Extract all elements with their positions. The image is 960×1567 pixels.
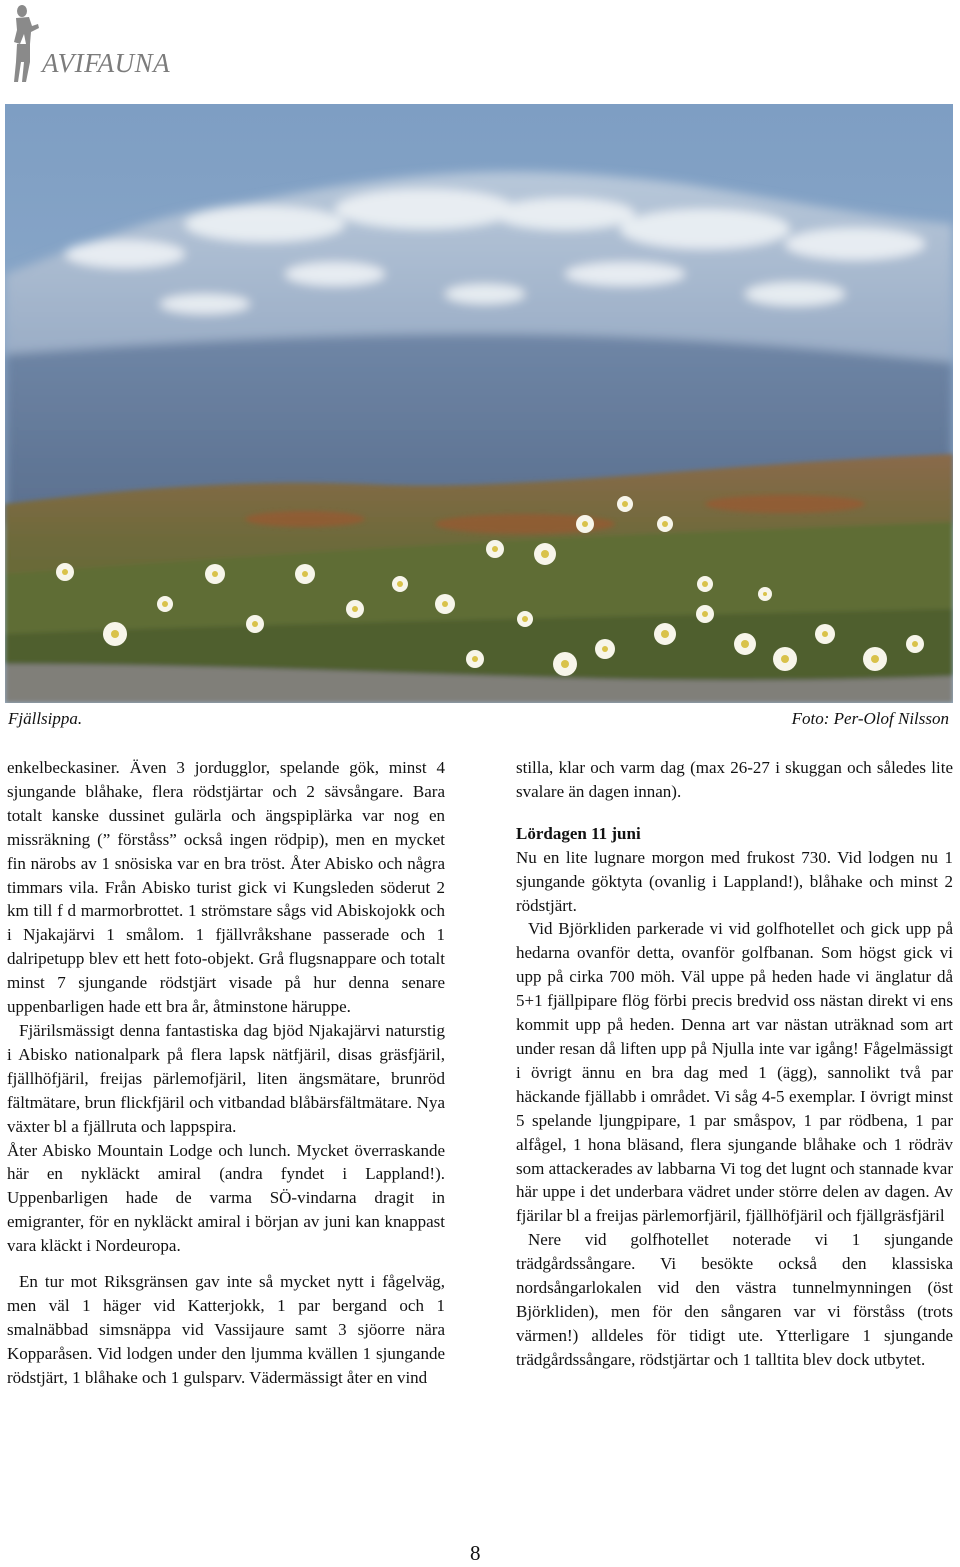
paragraph: enkelbeckasiner. Även 3 jordugglor, spelande gök, minst 4 sjungande blåhake, flera rödstjärtar och 2 sävsångare. Bara totalt kanske dussinet gulärla och ängspiplärka var nog en missräkning (” förståss” också ingen rödpip), men en mycket fin närobs av 1 snösiska var en bra tröst. Åter Abisko och några timmars vila. Från Abisko turist gick vi Kungsleden söderut 2 km till f d marmorbrottet. 1 strömstare sågs vid Abiskojokk och i Njakajärvi 1 smålom. 1 fjällvråkshane passerade och 1 dalripetupp blev ett hett foto-objekt. Grå flugsnappare och totalt minst 7 sjungande rödstjärt visade på hur denna senare uppenbarligen hade ett bra år, åtminstone häruppe.	[7, 758, 445, 1017]
right-text-column	[516, 756, 953, 1372]
page-number: 8	[470, 1541, 481, 1565]
section-heading: Lördagen 11 juni	[516, 823, 641, 843]
left-text-column	[7, 756, 445, 1390]
birdwatcher-silhouette-icon	[4, 4, 44, 84]
paragraph: Åter Abisko Mountain Lodge och lunch. Mycket överraskande här en nykläckt amiral (andra fyndet i Lappland!). Uppenbarligen hade de varma SÖ-vindarna dragit in emigranter, för en nykläckt amiral i början av juni kan knappast vara kläckt i Nordeuropa.	[7, 1140, 445, 1256]
paragraph: Fjärilsmässigt denna fantastiska dag bjöd Njakajärvi naturstig i Abisko nationalpark på flera lapsk nätfjäril, disas gräsfjäril, fjällhöfjäril, freijas pärlemofjäril, liten ängsmätare, brunröd fältmätare, brun flickfjäril och vitbandad blåbärsfältmätare. Nya växter bl a fjällruta och lappspira.	[7, 1020, 445, 1136]
avifauna-logo	[4, 4, 194, 84]
paragraph: Nu en lite lugnare morgon med frukost 730. Vid lodgen nu 1 sjungande göktyta (ovanlig i Lappland!), blåhake och minst 2 rödstjärt.	[516, 847, 953, 915]
paragraph: Vid Björkliden parkerade vi vid golfhotellet och gick upp på hedarna ovanför detta, ovanför golfbanan. Som högst gick vi upp på cirka 700 möh. Väl uppe på heden hade vi änglatur då 5+1 fjällpipare flög förbi precis bredvid oss nästan direkt vi ens kommit upp på heden. Denna art var nästan uträknad som art under resan då liften upp på Njulla inte var igång! Fågelmässigt i övrigt ännu en bra dag med 1 (ägg), sannolikt två par häckande fjällabb i området. Vi såg 4-5 exemplar. I övrigt minst 5 spelande ljungpipare, 1 par småspov, 1 par rödbena, 1 par alfågel, 1 hona bläsand, flera sjungande blåhake och 1 rödräv som attackerades av labbarna Vi tog det lugnt och stannade kvar här uppe i det underbara vädret under större delen av dagen. Av fjärilar bl a freijas pärlemorfjäril, fjällhöfjäril och fjällgräsfjäril	[516, 919, 953, 1226]
paragraph: Nere vid golfhotellet noterade vi 1 sjungande trädgårdssångare. Vi besökte också den klassiska nordsångarlokalen vid den västra tunnelmynningen (öst Björkliden), men för den sångaren var vi förståss (trots värmen!) alldeles för tidigt ute. Ytterligare 1 sjungande trädgårdssångare, rödstjärtar och 1 talltita blev dock utbytet.	[516, 1230, 953, 1369]
landscape-illustration	[5, 104, 953, 703]
paragraph: stilla, klar och varm dag (max 26-27 i skuggan och således lite svalare än dagen innan).	[516, 758, 953, 801]
paragraph: En tur mot Riksgränsen gav inte så mycket nytt i fågelväg, men väl 1 häger vid Katterjokk, 1 par bergand och 1 smalnäbbad simsnäppa vid Vassijaure samt 3 sjöorre nära Kopparåsen. Vid lodgen under den ljumma kvällen 1 sjungande rödstjärt, 1 blåhake och 1 gulsparv. Vädermässigt åter en vind	[7, 1272, 445, 1387]
photo-caption: Fjällsippa.	[8, 709, 83, 728]
mountain-avens-photo	[5, 104, 953, 703]
logo-text: AVIFAUNA	[42, 48, 171, 78]
photo-credit: Foto: Per-Olof Nilsson	[791, 709, 949, 728]
